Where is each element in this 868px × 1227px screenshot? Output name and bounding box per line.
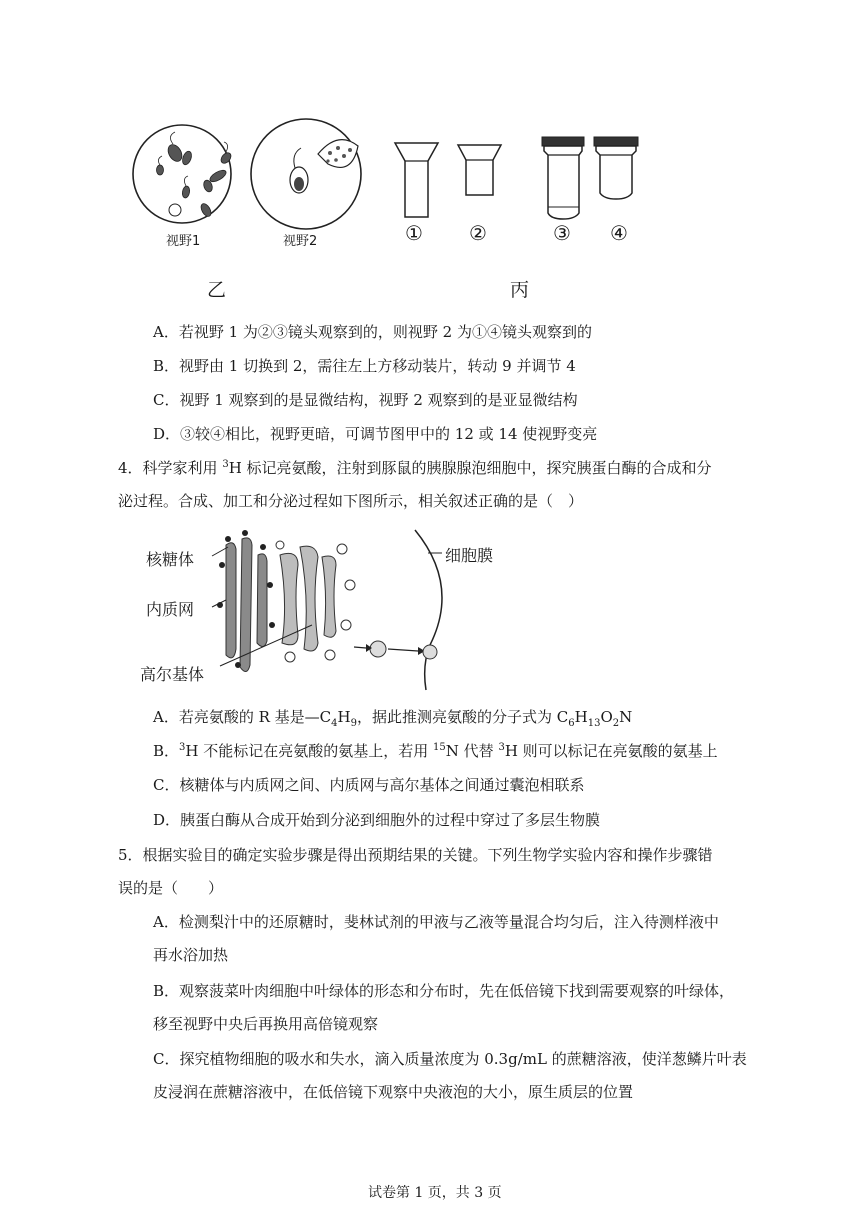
q3-option-a: A．若视野 1 为②③镜头观察到的，则视野 2 为①④镜头观察到的 bbox=[153, 323, 592, 341]
ribosome-label: 核糖体 bbox=[146, 550, 195, 569]
q4-stem-line2: 泌过程。合成、加工和分泌过程如下图所示，相关叙述正确的是（ ） bbox=[118, 492, 584, 510]
q5-option-c-line2: 皮浸润在蔗糖溶液中，在低倍镜下观察中央液泡的大小，原生质层的位置 bbox=[153, 1083, 634, 1101]
lens-label-3: ③ bbox=[553, 221, 571, 245]
q4-option-a: A．若亮氨酸的 R 基是$—C_4H_9$，据此推测亮氨酸的分子式为 $C_6H_{13}O_2N$ bbox=[153, 708, 633, 729]
field2-caption: 视野2 bbox=[283, 234, 318, 249]
q4-stem-line1: 4．科学家利用 $^3$H 标记亮氨酸，注射到豚鼠的胰腺腺泡细胞中，探究胰蛋白酶的合成和分 bbox=[118, 459, 712, 477]
q3-option-d: D．③较④相比，视野更暗，可调节图甲中的 12 或 14 使视野变亮 bbox=[153, 425, 598, 443]
lens-label-4: ④ bbox=[610, 221, 628, 245]
lens-label-2: ② bbox=[469, 221, 487, 245]
q5-stem-line2: 误的是（ ） bbox=[118, 879, 224, 897]
figure-label-yi: 乙 bbox=[207, 279, 227, 301]
figure-label-bing: 丙 bbox=[510, 279, 530, 301]
q4-option-c: C．核糖体与内质网之间、内质网与高尔基体之间通过囊泡相联系 bbox=[153, 776, 585, 794]
q5-option-a-line2: 再水浴加热 bbox=[153, 946, 229, 964]
q5-option-b-line1: B．观察菠菜叶肉细胞中叶绿体的形态和分布时，先在低倍镜下找到需要观察的叶绿体， bbox=[153, 982, 735, 1000]
q4-option-b: B．$^3$H 不能标记在亮氨酸的氨基上，若用 $^{15}$N 代替 $^3$H 则可以标记在亮氨酸的氨基上 bbox=[153, 742, 718, 760]
q3-option-b: B．视野由 1 切换到 2，需往左上方移动装片，转动 9 并调节 4 bbox=[153, 357, 576, 375]
q4-option-d: D．胰蛋白酶从合成开始到分泌到细胞外的过程中穿过了多层生物膜 bbox=[153, 811, 601, 829]
q5-option-b-line2: 移至视野中央后再换用高倍镜观察 bbox=[153, 1015, 379, 1033]
lens-figure bbox=[392, 135, 652, 225]
q3-option-c: C．视野 1 观察到的是显微结构，视野 2 观察到的是亚显微结构 bbox=[153, 391, 578, 409]
q5-option-a-line1: A．检测梨汁中的还原糖时，斐林试剂的甲液与乙液等量混合均匀后，注入待测样液中 bbox=[153, 913, 719, 931]
q5-option-c-line1: C．探究植物细胞的吸水和失水，滴入质量浓度为 0.3g/mL 的蔗糖溶液，使洋葱鳞片叶表 bbox=[153, 1050, 747, 1068]
field1-caption: 视野1 bbox=[166, 234, 201, 249]
er-label: 内质网 bbox=[146, 600, 195, 619]
golgi-label: 高尔基体 bbox=[140, 665, 205, 684]
q5-stem-line1: 5．根据实验目的确定实验步骤是得出预期结果的关键。下列生物学实验内容和操作步骤错 bbox=[118, 846, 713, 864]
membrane-label: 细胞膜 bbox=[445, 546, 494, 565]
lens-label-1: ① bbox=[405, 221, 423, 245]
page-footer: 试卷第 1 页，共 3 页 bbox=[368, 1185, 502, 1201]
